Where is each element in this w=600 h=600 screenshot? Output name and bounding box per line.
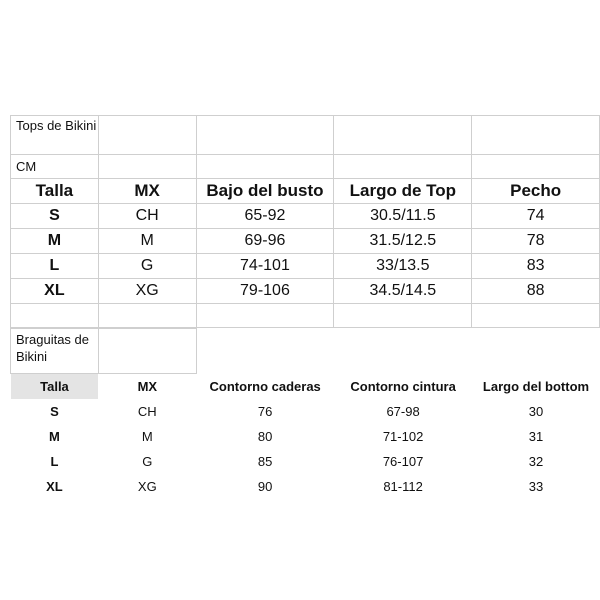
- table-cell: 88: [472, 279, 600, 304]
- column-header: MX: [137, 379, 158, 394]
- table-cell: CH: [137, 404, 157, 419]
- table-cell: M: [98, 229, 196, 254]
- table-cell: 31: [528, 429, 544, 444]
- table-row: [11, 279, 600, 304]
- column-header: Largo del bottom: [482, 378, 590, 394]
- table-cell: XG: [98, 279, 196, 304]
- column-header: Talla: [11, 374, 99, 400]
- table-cell: 83: [472, 254, 600, 279]
- tops-table: [10, 115, 600, 328]
- table-cell: 78: [472, 229, 600, 254]
- bottoms-title: Braguitas de Bikini: [11, 329, 99, 374]
- table-cell: M: [141, 429, 153, 444]
- column-header: Contorno cintura: [350, 378, 456, 394]
- table-row: [11, 204, 600, 229]
- size-cell: XL: [46, 479, 63, 494]
- column-header: Largo de Top: [334, 179, 472, 204]
- size-cell: S: [11, 204, 99, 229]
- table-cell: 90: [257, 479, 273, 494]
- table-cell: 80: [257, 429, 273, 444]
- table-cell: 32: [528, 454, 544, 469]
- tops-header-row: [11, 179, 600, 204]
- table-row: [11, 449, 600, 474]
- table-cell: 33: [528, 479, 544, 494]
- table-cell: CH: [98, 204, 196, 229]
- size-cell: M: [11, 229, 99, 254]
- table-cell: 71-102: [382, 429, 424, 444]
- table-row: [11, 424, 600, 449]
- bottoms-table: [10, 328, 600, 499]
- table-cell: 65-92: [196, 204, 334, 229]
- table-cell: 76-107: [382, 454, 424, 469]
- table-cell: G: [142, 454, 153, 469]
- table-cell: 31.5/12.5: [334, 229, 472, 254]
- table-cell: 30: [528, 404, 544, 419]
- column-header: MX: [98, 179, 196, 204]
- column-header: Pecho: [472, 179, 600, 204]
- size-cell: M: [49, 429, 60, 444]
- table-cell: 74-101: [196, 254, 334, 279]
- column-header: Contorno caderas: [209, 378, 321, 394]
- tops-title: Tops de Bikini: [11, 116, 99, 155]
- table-cell: 30.5/11.5: [334, 204, 472, 229]
- table-cell: 69-96: [196, 229, 334, 254]
- table-row: [11, 474, 600, 499]
- size-cell: S: [50, 404, 59, 419]
- size-cell: L: [50, 454, 59, 469]
- bottoms-header-row: [11, 374, 600, 400]
- table-cell: 74: [472, 204, 600, 229]
- size-chart: [10, 115, 600, 499]
- size-cell: XL: [11, 279, 99, 304]
- table-cell: 34.5/14.5: [334, 279, 472, 304]
- table-row: [11, 254, 600, 279]
- unit-label: CM: [11, 155, 99, 179]
- table-cell: 76: [257, 404, 273, 419]
- table-cell: 79-106: [196, 279, 334, 304]
- table-cell: XG: [137, 479, 157, 494]
- table-cell: 33/13.5: [334, 254, 472, 279]
- column-header: Bajo del busto: [196, 179, 334, 204]
- table-row: [11, 399, 600, 424]
- size-cell: L: [11, 254, 99, 279]
- table-row: [11, 229, 600, 254]
- table-cell: 67-98: [386, 404, 420, 419]
- column-header: Talla: [11, 179, 99, 204]
- table-cell: G: [98, 254, 196, 279]
- table-cell: 85: [257, 454, 273, 469]
- table-cell: 81-112: [383, 479, 423, 494]
